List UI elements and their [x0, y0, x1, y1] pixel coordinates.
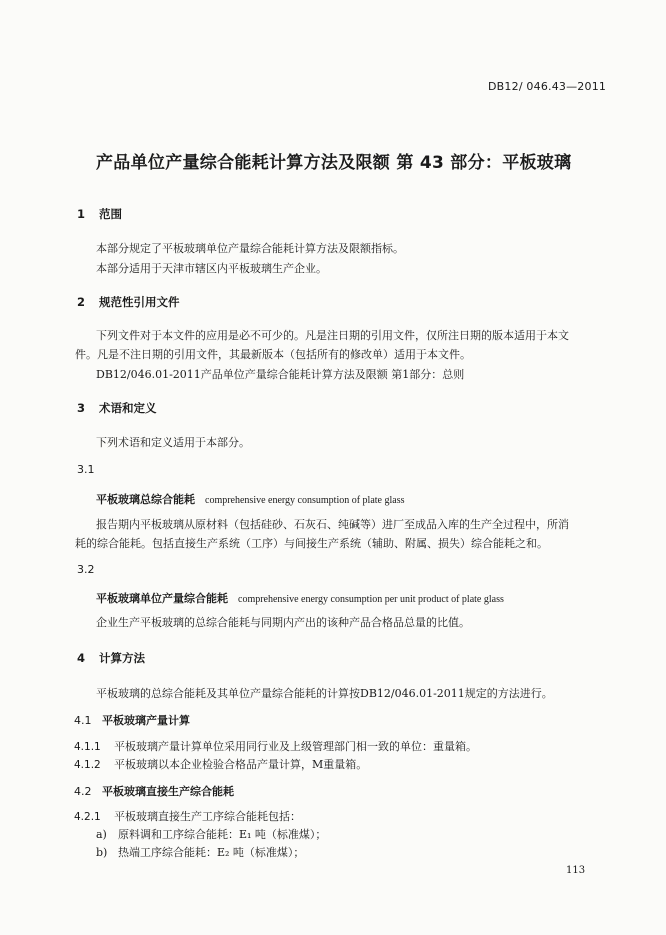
section-number: 3	[77, 401, 86, 415]
section-title: 计算方法	[99, 651, 146, 665]
subsection-title: 平板玻璃产量计算	[102, 714, 190, 727]
section-2-reference: DB12/046.01-2011产品单位产量综合能耗计算方法及限额 第1部分：总则	[96, 368, 465, 381]
section-title: 规范性引用文件	[99, 295, 180, 309]
clause-number: 4.2.1	[74, 811, 101, 823]
section-3-heading	[77, 400, 157, 416]
list-item-label: b)	[96, 846, 108, 859]
term-3-1-number: 3.1	[77, 463, 95, 476]
subsection-number: 4.1	[74, 714, 92, 727]
term-3-1-definition-line-2: 耗的综合能耗。包括直接生产系统（工序）与间接生产系统（辅助、附属、损失）综合能耗之和。	[75, 537, 548, 550]
clause-number: 4.1.2	[74, 759, 101, 771]
term-3-2-chinese: 平板玻璃单位产量综合能耗	[96, 592, 228, 605]
term-3-1-chinese: 平板玻璃总综合能耗	[96, 493, 195, 506]
term-3-2-definition: 企业生产平板玻璃的总综合能耗与同期内产出的该种产品合格品总量的比值。	[96, 616, 470, 629]
page-number: 113	[566, 865, 586, 876]
section-2-paragraph-1-line-1: 下列文件对于本文件的应用是必不可少的。凡是注日期的引用文件，仅所注日期的版本适用于本文	[96, 329, 569, 342]
term-3-2-english: comprehensive energy consumption per unit product of plate glass	[238, 594, 504, 605]
term-3-2	[96, 587, 504, 606]
section-4-heading	[77, 650, 145, 666]
section-1-paragraph-1: 本部分规定了平板玻璃单位产量综合能耗计算方法及限额指标。	[96, 242, 404, 255]
clause-text: 平板玻璃以本企业检验合格品产量计算，M重量箱。	[114, 758, 368, 771]
section-title: 范围	[99, 207, 123, 221]
term-3-2-number: 3.2	[77, 563, 95, 576]
list-item-b	[96, 844, 304, 860]
subsection-title: 平板玻璃直接生产综合能耗	[102, 785, 234, 798]
term-3-1	[96, 488, 405, 507]
section-4-paragraph-1: 平板玻璃的总综合能耗及其单位产量综合能耗的计算按DB12/046.01-2011规定的方法进行。	[96, 687, 553, 700]
term-3-1-definition-line-1: 报告期内平板玻璃从原材料（包括硅砂、石灰石、纯碱等）进厂至成品入库的生产全过程中，所消	[96, 518, 569, 531]
section-1-paragraph-2: 本部分适用于天津市辖区内平板玻璃生产企业。	[96, 262, 327, 275]
subsection-number: 4.2	[74, 785, 92, 798]
document-code: DB12/ 046.43—2011	[488, 80, 607, 93]
list-item-text: 热端工序综合能耗：E₂ 吨（标准煤）；	[118, 846, 305, 859]
list-item-label: a)	[96, 828, 107, 841]
clause-4-1-2	[74, 756, 367, 772]
clause-text: 平板玻璃直接生产工序综合能耗包括：	[114, 810, 301, 823]
section-title: 术语和定义	[99, 401, 157, 415]
section-2-paragraph-1-line-2: 件。凡是不注日期的引用文件，其最新版本（包括所有的修改单）适用于本文件。	[75, 348, 471, 361]
subsection-4-2-heading	[74, 783, 234, 799]
section-number: 1	[77, 207, 86, 221]
clause-number: 4.1.1	[74, 741, 101, 753]
clause-text: 平板玻璃产量计算单位采用同行业及上级管理部门相一致的单位：重量箱。	[114, 740, 477, 753]
list-item-a	[96, 826, 326, 842]
section-2-heading	[77, 294, 180, 310]
clause-4-2-1	[74, 808, 301, 824]
subsection-4-1-heading	[74, 712, 190, 728]
section-3-paragraph-1: 下列术语和定义适用于本部分。	[96, 436, 250, 449]
clause-4-1-1	[74, 738, 477, 754]
term-3-1-english: comprehensive energy consumption of plate glass	[205, 495, 405, 506]
section-number: 4	[77, 651, 86, 665]
list-item-text: 原料调和工序综合能耗：E₁ 吨（标准煤）；	[118, 828, 327, 841]
section-number: 2	[77, 295, 86, 309]
document-title: 产品单位产量综合能耗计算方法及限额 第 43 部分：平板玻璃	[96, 153, 572, 173]
section-1-heading	[77, 206, 122, 222]
